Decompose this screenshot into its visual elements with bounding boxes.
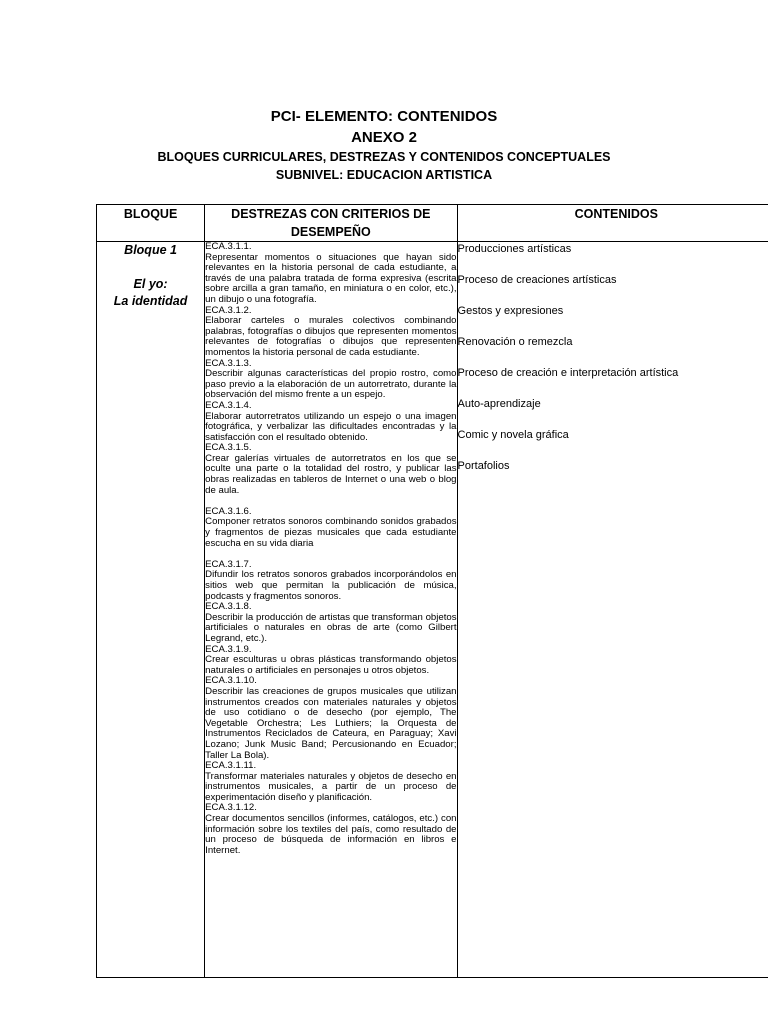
skill-text: Componer retratos sonoros combinando sonidos grabados y fragmentos de piezas musicales que cada estudiante escucha en su vida diaria (205, 516, 457, 549)
contenido-item: Renovación o remezcla (457, 336, 573, 348)
contenido-item: Auto-aprendizaje (457, 398, 541, 410)
skill-text: Elaborar autorretratos utilizando un espejo o una imagen fotográfica, y verbalizar las dificultades encontradas y la satisfacción con el resultado obtenido. (205, 410, 457, 443)
skill-text: Crear esculturas u obras plásticas transformando objetos naturales o artificiales en personajes u otros objetos. (205, 654, 457, 676)
skill-code: ECA.3.1.11. (205, 760, 257, 772)
contenido-item: Portafolios (457, 460, 510, 472)
destrezas-cell (205, 242, 457, 978)
skill-text: Representar momentos o situaciones que hayan sido relevantes en la historia personal de cada estudiante, a través de una palabra tratada de forma expresiva (escrita sobre arcilla a gran tamaño, en miniatura o en color, etc.), un dibujo o una fotografía. (205, 251, 457, 305)
table-header-row (97, 205, 768, 242)
bloque-sub1: El yo: (133, 277, 168, 291)
bloque-sub2: La identidad (113, 294, 188, 308)
skill-code: ECA.3.1.12. (205, 802, 257, 814)
skill-code: ECA.3.1.7. (205, 558, 252, 570)
contenidos-cell (457, 242, 768, 978)
header-destrezas: DESTREZAS CON CRITERIOS DE DESEMPEÑO (205, 205, 457, 242)
skill-code: ECA.3.1.3. (205, 357, 252, 369)
skill-text: Difundir los retratos sonoros grabados incorporándolos en sitios web que permitan la publicación de música, podcasts y fragmentos sonoros. (205, 569, 457, 602)
skill-code: ECA.3.1.1. (205, 241, 252, 252)
curriculum-table (96, 204, 768, 978)
skill-code: ECA.3.1.5. (205, 442, 252, 454)
skill-text: Elaborar carteles o murales colectivos combinando palabras, fotografías o dibujos que representen momentos relevantes de fotografías o dibujos que representen momentos la historia personal de cada estudiante. (205, 315, 457, 358)
skill-code: ECA.3.1.9. (205, 643, 252, 655)
skill-text: Crear documentos sencillos (informes, catálogos, etc.) con información sobre los textiles del país, como resultado de un proceso de búsqueda de información en libros e Internet. (205, 813, 457, 856)
contenido-item: Gestos y expresiones (457, 305, 564, 317)
skill-text: Describir algunas características del propio rostro, como paso previo a la elaboración de un autorretrato, durante la observación del mismo frente a un espejo. (205, 368, 457, 401)
contenido-item: Proceso de creaciones artísticas (457, 274, 617, 286)
bloque-name: Bloque 1 (124, 243, 177, 257)
table-row (97, 242, 768, 978)
skill-code: ECA.3.1.4. (205, 399, 252, 411)
contenido-item: Proceso de creación e interpretación artística (457, 367, 679, 379)
skill-text: Describir la producción de artistas que transforman objetos artificiales o naturales en obras de arte (como Gilbert Legrand, etc.). (205, 611, 457, 644)
annex-title: ANEXO 2 (351, 129, 417, 146)
skill-text: Crear galerías virtuales de autorretratos en los que se oculte una parte o la totalidad del rostro, y publicar las obras realizadas en tableros de Internet o una web o blog de aula. (205, 452, 457, 496)
contenido-item: Producciones artísticas (457, 243, 572, 255)
section-title: BLOQUES CURRICULARES, DESTREZAS Y CONTENIDOS CONCEPTUALES (157, 150, 611, 164)
skill-code: ECA.3.1.10. (205, 675, 257, 687)
skill-code: ECA.3.1.6. (205, 505, 252, 517)
header-bloque: BLOQUE (97, 205, 205, 242)
header-contenidos: CONTENIDOS (457, 205, 768, 242)
skill-text: Transformar materiales naturales y objetos de desecho en instrumentos musicales, a partir de un proceso de experimentación diseño y planificación. (205, 770, 457, 803)
contenido-item: Comic y novela gráfica (457, 429, 569, 441)
subnivel-title: SUBNIVEL: EDUCACION ARTISTICA (275, 168, 493, 182)
skill-code: ECA.3.1.2. (205, 304, 252, 316)
document-title: PCI- ELEMENTO: CONTENIDOS (270, 108, 498, 125)
skill-code: ECA.3.1.8. (205, 601, 252, 613)
skill-text: Describir las creaciones de grupos musicales que utilizan instrumentos creados con materiales naturales y objetos de uso cotidiano o de desecho (por ejemplo, The Vegetable Orchestra; Les Luthiers; la Orquesta de Instrumentos Reciclados de Cateura, en Paraguay; Xavi Lozano; Junk Music Band; Percusionando en Ecuador; Taller La Bola). (205, 685, 457, 761)
bloque-cell (97, 242, 205, 978)
